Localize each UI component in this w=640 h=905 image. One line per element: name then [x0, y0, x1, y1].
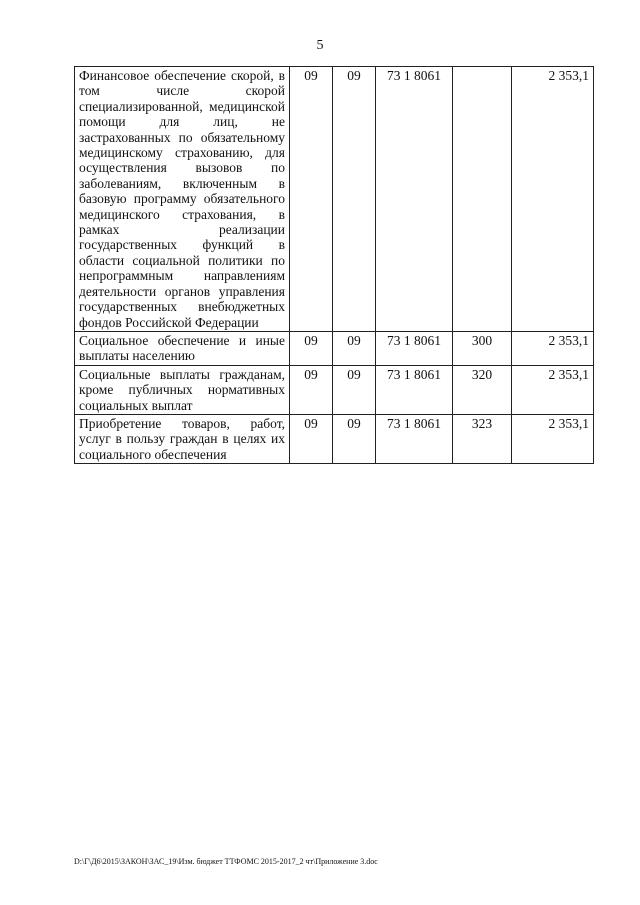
row-subsection: 09: [333, 67, 376, 332]
row-section: 09: [290, 67, 333, 332]
row-expense-type: 300: [453, 331, 512, 365]
row-section: 09: [290, 414, 333, 463]
row-name: Приобретение товаров, работ, услуг в пользу граждан в целях их социального обеспечения: [75, 414, 290, 463]
row-amount: 2 353,1: [512, 414, 594, 463]
row-section: 09: [290, 331, 333, 365]
row-subsection: 09: [333, 365, 376, 414]
page-number: 5: [316, 38, 324, 53]
table-row: [75, 67, 594, 332]
row-section: 09: [290, 365, 333, 414]
row-name: Социальное обеспечение и иные выплаты населению: [75, 331, 290, 365]
row-amount: 2 353,1: [512, 365, 594, 414]
row-expense-type: 323: [453, 414, 512, 463]
row-subsection: 09: [333, 331, 376, 365]
row-target-code: 73 1 8061: [376, 67, 453, 332]
budget-table: [74, 66, 594, 464]
row-target-code: 73 1 8061: [376, 414, 453, 463]
row-expense-type: [453, 67, 512, 332]
table-row: [75, 331, 594, 365]
row-amount: 2 353,1: [512, 67, 594, 332]
row-amount: 2 353,1: [512, 331, 594, 365]
table-row: [75, 414, 594, 463]
file-path-footer: D:\Г\Д6\2015\ЗАКОН\ЗАС_19\Изм. бюджет ТТФОМС 2015-2017_2 чт\Приложение 3.doc: [74, 857, 378, 866]
row-name: Социальные выплаты гражданам, кроме публичных нормативных социальных выплат: [75, 365, 290, 414]
row-target-code: 73 1 8061: [376, 365, 453, 414]
row-expense-type: 320: [453, 365, 512, 414]
row-target-code: 73 1 8061: [376, 331, 453, 365]
row-name: Финансовое обеспечение скорой, в том числе скорой специализированной, медицинской помощи для лиц, не застрахованных по обязательному медицинскому страхованию, для осуществления вызовов по заболеваниям, включенным в базовую программу обязательного медицинского страхования, в рамках реализации государственных функций в области социальной политики по непрограммным направлениям деятельности органов управления государственных внебюджетных фондов Российской Федерации: [75, 67, 290, 332]
table-row: [75, 365, 594, 414]
row-subsection: 09: [333, 414, 376, 463]
